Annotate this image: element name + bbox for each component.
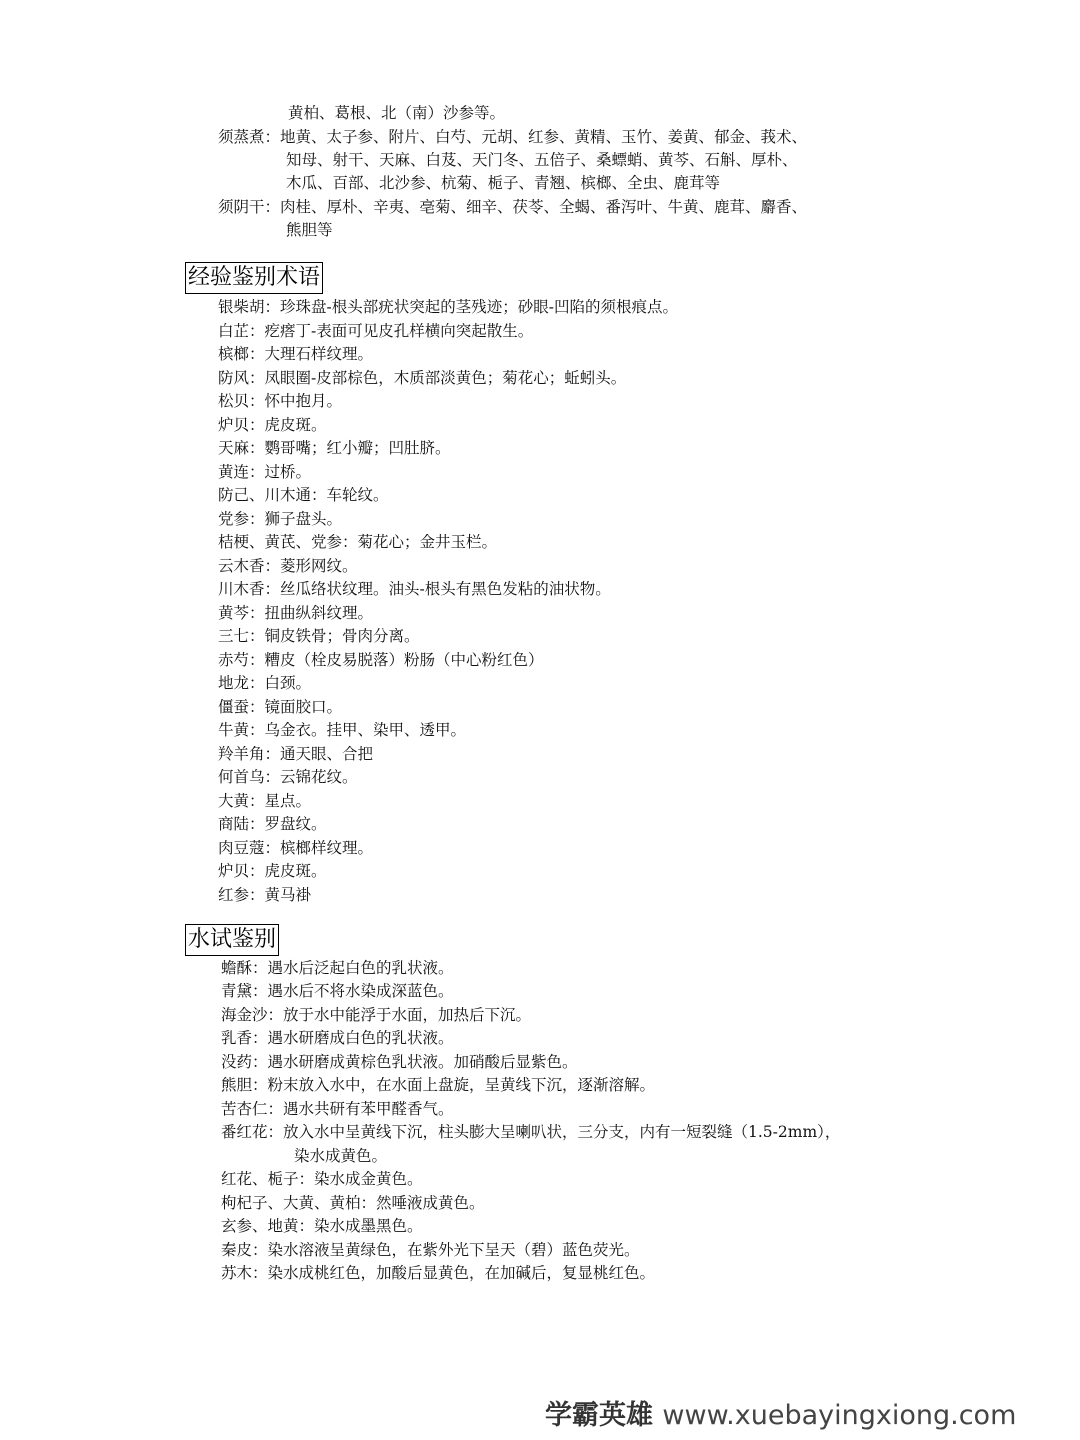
text-line: 黄柏、葛根、北（南）沙参等。 — [288, 104, 506, 122]
list-item: 秦皮：染水溶液呈黄绿色，在紫外光下呈天（碧）蓝色荧光。 — [221, 1241, 640, 1259]
list-item: 川木香：丝瓜络状纹理。油头-根头有黑色发粘的油状物。 — [218, 580, 611, 598]
text-line: 须阴干：肉桂、厚朴、辛夷、亳菊、细辛、茯苓、全蝎、番泻叶、牛黄、鹿茸、麝香、 — [218, 198, 808, 216]
list-item: 云木香：菱形网纹。 — [218, 557, 358, 575]
list-item: 苦杏仁：遇水共研有苯甲醛香气。 — [221, 1100, 454, 1118]
list-item: 防己、川木通：车轮纹。 — [218, 486, 389, 504]
list-item: 蟾酥：遇水后泛起白色的乳状液。 — [221, 959, 454, 977]
list-item: 槟榔：大理石样纹理。 — [218, 345, 374, 363]
list-item: 熊胆：粉末放入水中，在水面上盘旋，呈黄线下沉，逐渐溶解。 — [221, 1076, 656, 1094]
list-item: 炉贝：虎皮斑。 — [218, 862, 327, 880]
list-item: 僵蚕：镜面胶口。 — [218, 698, 343, 716]
list-item: 番红花：放入水中呈黄线下沉，柱头膨大呈喇叭状，三分支，内有一短裂缝（1.5-2mm）， — [221, 1123, 841, 1141]
list-item: 枸杞子、大黄、黄柏：然唾液成黄色。 — [221, 1194, 485, 1212]
text-line: 木瓜、百部、北沙参、杭菊、栀子、青翘、槟榔、全虫、鹿茸等 — [286, 174, 721, 192]
text-line: 须蒸煮：地黄、太子参、附片、白芍、元胡、红参、黄精、玉竹、姜黄、郁金、莪术、 — [218, 128, 808, 146]
list-item: 地龙：白颈。 — [218, 674, 312, 692]
section-heading: 经验鉴别术语 — [185, 262, 323, 294]
list-item: 炉贝：虎皮斑。 — [218, 416, 327, 434]
list-item: 红参：黄马褂 — [218, 886, 312, 904]
list-item: 玄参、地黄：染水成墨黑色。 — [221, 1217, 423, 1235]
list-item: 乳香：遇水研磨成白色的乳状液。 — [221, 1029, 454, 1047]
list-item: 青黛：遇水后不将水染成深蓝色。 — [221, 982, 454, 1000]
watermark-brand: 学霸英雄 — [545, 1400, 653, 1431]
list-item: 黄连：过桥。 — [218, 463, 312, 481]
list-item: 黄芩：扭曲纵斜纹理。 — [218, 604, 374, 622]
list-item: 牛黄：乌金衣。挂甲、染甲、透甲。 — [218, 721, 467, 739]
list-item: 羚羊角：通天眼、合把 — [218, 745, 374, 763]
list-item: 银柴胡：珍珠盘-根头部疣状突起的茎残迹；砂眼-凹陷的须根痕点。 — [218, 298, 678, 316]
list-item: 肉豆蔻：槟榔样纹理。 — [218, 839, 374, 857]
list-item: 党参：狮子盘头。 — [218, 510, 343, 528]
section-heading: 水试鉴别 — [185, 924, 279, 956]
list-item: 赤芍：糟皮（栓皮易脱落）粉肠（中心粉红色） — [218, 651, 544, 669]
list-item: 红花、栀子：染水成金黄色。 — [221, 1170, 423, 1188]
list-item: 桔梗、黄芪、党参：菊花心；金井玉栏。 — [218, 533, 498, 551]
list-item-continuation: 染水成黄色。 — [294, 1147, 388, 1165]
watermark — [545, 1393, 1016, 1432]
list-item: 海金沙：放于水中能浮于水面，加热后下沉。 — [221, 1006, 532, 1024]
list-item: 大黄：星点。 — [218, 792, 312, 810]
text-line: 知母、射干、天麻、白芨、天门冬、五倍子、桑螵蛸、黄芩、石斛、厚朴、 — [286, 151, 798, 169]
list-item: 防风：凤眼圈-皮部棕色，木质部淡黄色；菊花心；蚯蚓头。 — [218, 369, 627, 387]
list-item: 天麻：鹦哥嘴；红小瓣；凹肚脐。 — [218, 439, 451, 457]
text-line: 熊胆等 — [286, 221, 333, 239]
list-item: 三七：铜皮铁骨；骨肉分离。 — [218, 627, 420, 645]
list-item: 商陆：罗盘纹。 — [218, 815, 327, 833]
list-item: 没药：遇水研磨成黄棕色乳状液。加硝酸后显紫色。 — [221, 1053, 578, 1071]
list-item: 松贝：怀中抱月。 — [218, 392, 343, 410]
watermark-site: www.xuebayingxiong.com — [662, 1400, 1017, 1431]
list-item: 何首乌：云锦花纹。 — [218, 768, 358, 786]
list-item: 苏木：染水成桃红色，加酸后显黄色，在加碱后，复显桃红色。 — [221, 1264, 656, 1282]
list-item: 白芷：疙瘩丁-表面可见皮孔样横向突起散生。 — [218, 322, 534, 340]
